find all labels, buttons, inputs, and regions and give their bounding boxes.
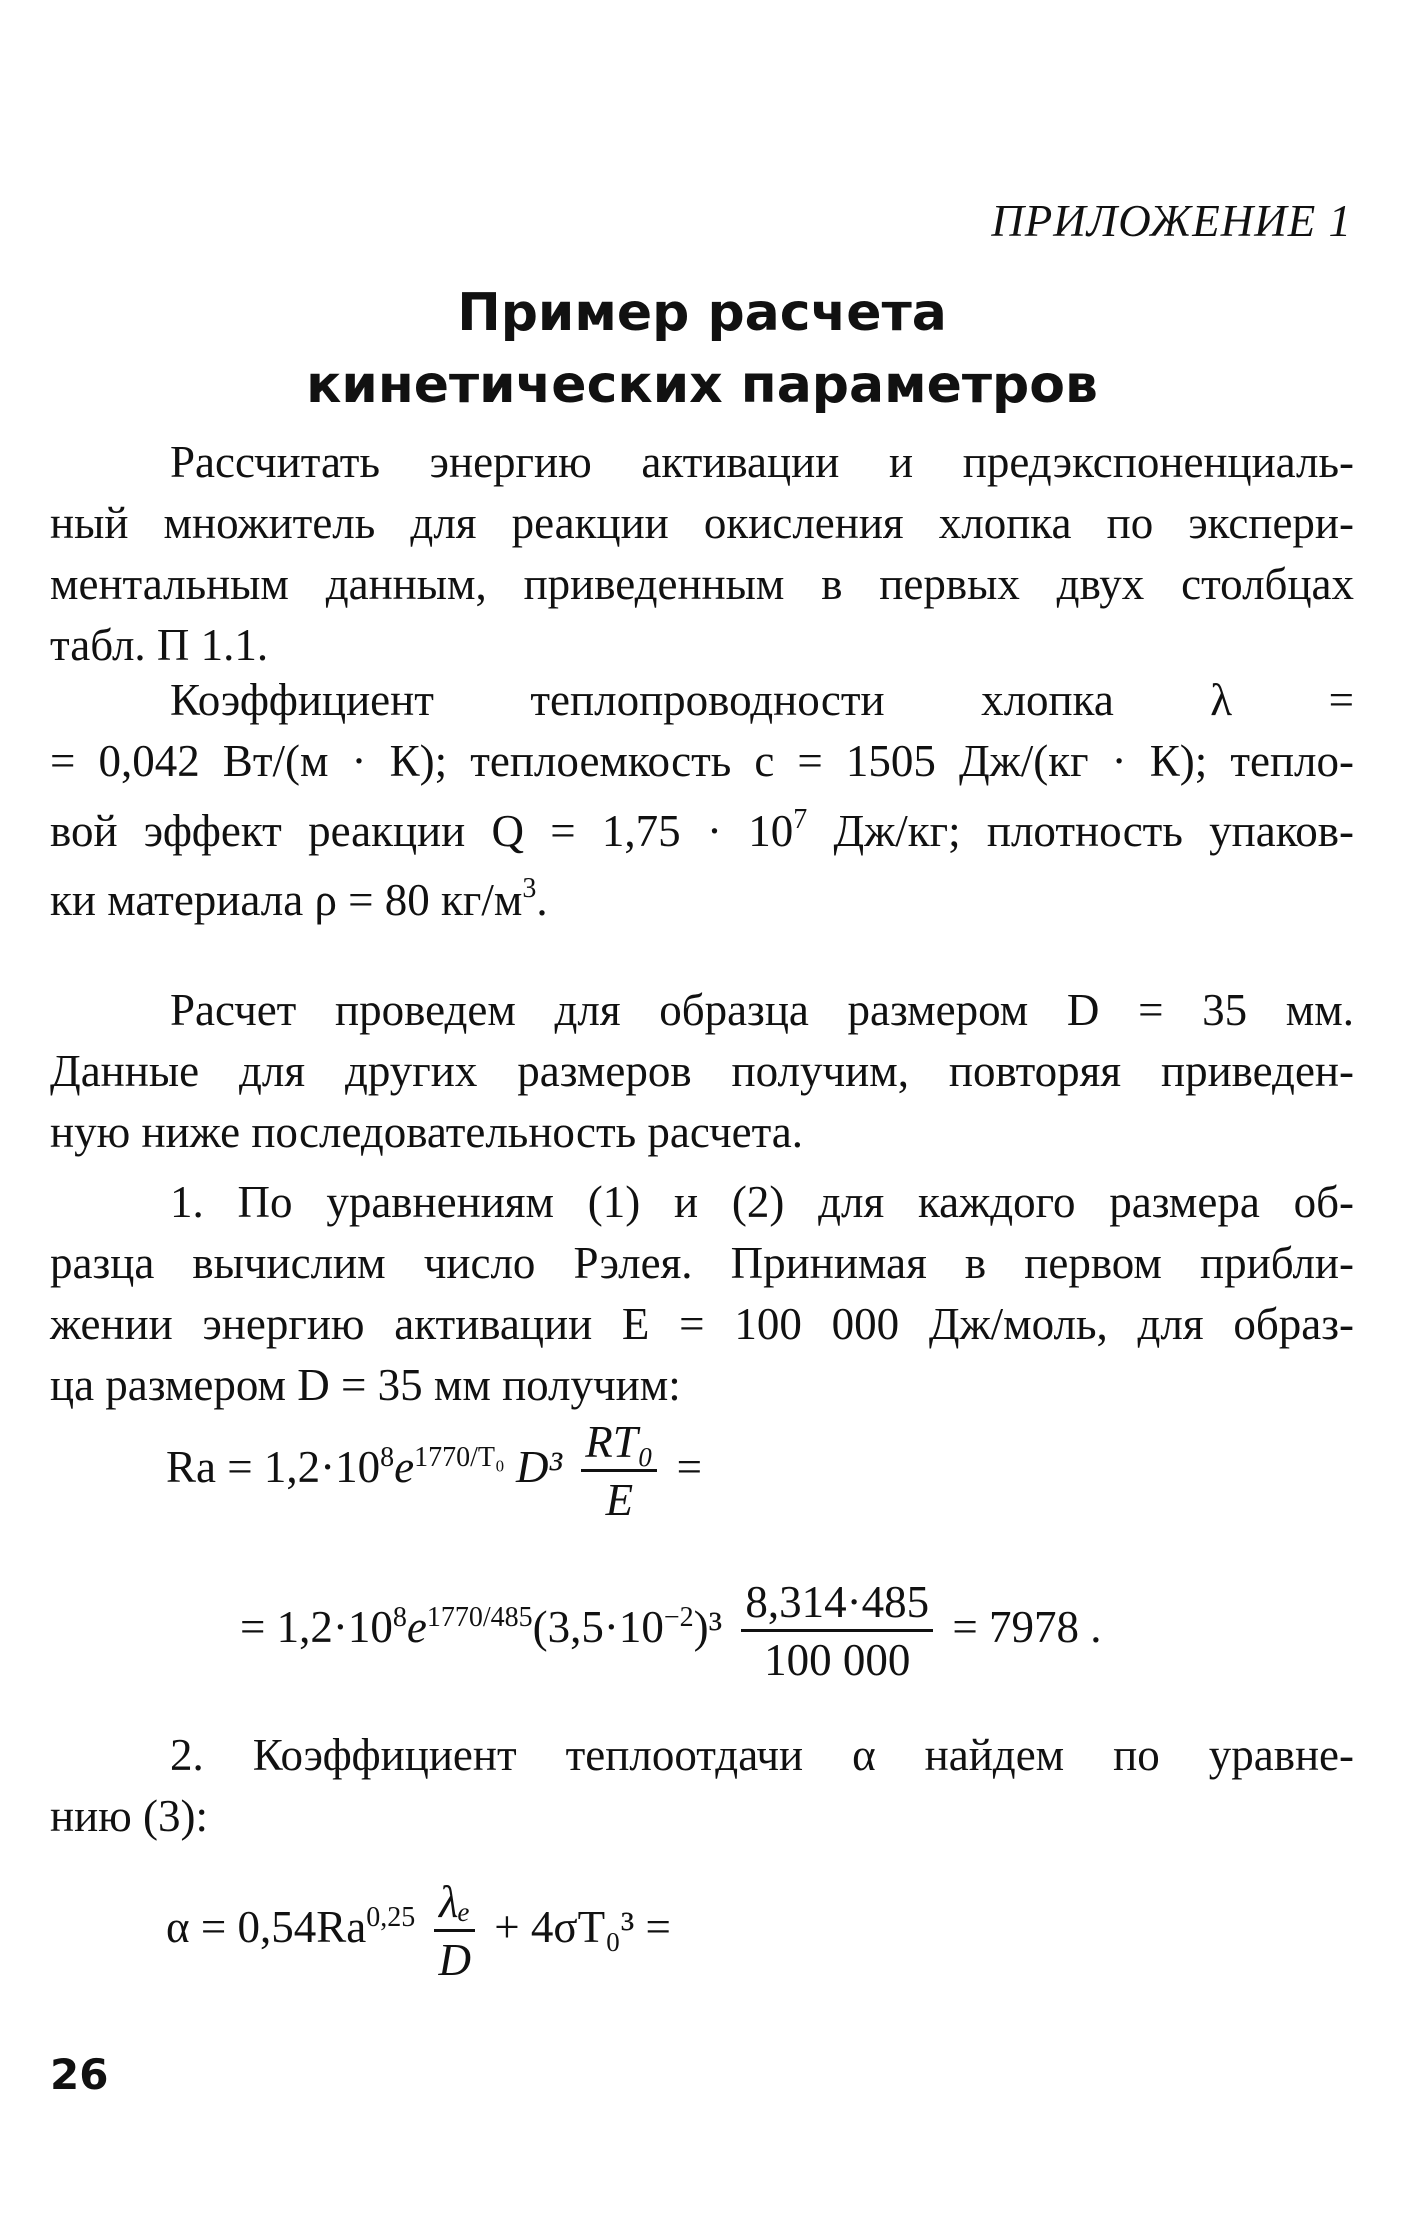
text-line: 2. Коэффициент теплоотдачи α найдем по уравне- — [170, 1730, 1354, 1780]
text-line: табл. П 1.1. — [50, 620, 269, 670]
text-line: ментальным данным, приведенным в первых двух столбцах — [50, 559, 1354, 609]
numerator: λₑ — [434, 1880, 475, 1932]
text-line: ца размером D = 35 мм получим: — [50, 1360, 681, 1410]
text-line: ную ниже последовательность расчета. — [50, 1107, 804, 1157]
numerator: 8,314·485 — [741, 1580, 933, 1632]
text-line: 1. По уравнениям (1) и (2) для каждого размера об- — [170, 1177, 1354, 1227]
paragraph-task — [50, 432, 1354, 676]
denominator: D — [438, 1935, 471, 1985]
exponent: 7 — [793, 804, 808, 835]
text-line: ный множитель для реакции окисления хлопка по экспери- — [50, 498, 1354, 548]
fraction — [581, 1417, 657, 1525]
paragraph-sample — [50, 980, 1354, 1163]
exponent: 1770/T₀ — [414, 1441, 505, 1473]
formula-text: (3,5·10 — [532, 1601, 664, 1652]
paragraph-constants — [50, 670, 1354, 931]
numerator: RT₀ — [581, 1420, 657, 1472]
paragraph-step-2 — [50, 1725, 1354, 1847]
formula-text: α = 0,54Ra — [166, 1901, 367, 1952]
formula-symbol: e — [406, 1601, 427, 1652]
paragraph-step-1 — [50, 1172, 1354, 1416]
text-line: разца вычислим число Рэлея. Принимая в первом прибли- — [50, 1238, 1354, 1288]
exponent: 8 — [392, 1601, 407, 1633]
formula-text: )³ — [693, 1601, 723, 1652]
formula-rayleigh-value — [240, 1577, 1102, 1685]
page-number: 26 — [50, 2050, 109, 2099]
text-line: Рассчитать энергию активации и предэкспоненциаль- — [170, 437, 1354, 487]
formula-symbol: e — [394, 1441, 415, 1492]
text-line — [50, 792, 1354, 870]
exponent: −2 — [663, 1601, 694, 1633]
exponent: 0,25 — [366, 1901, 416, 1933]
text-line: нию (3): — [50, 1791, 209, 1841]
denominator: E — [605, 1475, 634, 1525]
text-fragment: . — [536, 875, 548, 925]
text-line: = 0,042 Вт/(м · К); теплоемкость c = 1505 Дж/(кг · К); тепло- — [50, 736, 1354, 786]
text-line: Расчет проведем для образца размером D = 35 мм. — [170, 985, 1354, 1035]
formula-text: + 4σT₀³ = — [494, 1901, 671, 1952]
formula-result: = 7978 . — [952, 1601, 1102, 1652]
denominator: 100 000 — [764, 1635, 911, 1685]
text-fragment: ки материала ρ = 80 кг/м — [50, 875, 523, 925]
fraction — [434, 1877, 475, 1985]
title-line-1: Пример расчета — [457, 283, 947, 343]
formula-heat-transfer — [166, 1877, 671, 1985]
formula-text: = 1,2·10 — [240, 1601, 393, 1652]
exponent: 1770/485 — [426, 1601, 533, 1633]
text-fragment: вой эффект реакции Q = 1,75 · 10 — [50, 806, 794, 856]
fraction — [741, 1577, 933, 1685]
text-line — [50, 870, 1354, 931]
text-line: жении энергию активации E = 100 000 Дж/моль, для образ- — [50, 1299, 1354, 1349]
text-line: Коэффициент теплопроводности хлопка λ = — [170, 675, 1354, 725]
text-line: Данные для других размеров получим, повторяя приведен- — [50, 1046, 1354, 1096]
page-title — [0, 277, 1404, 421]
exponent: 8 — [380, 1441, 395, 1473]
appendix-label: ПРИЛОЖЕНИЕ 1 — [991, 196, 1352, 246]
formula-symbol: D³ — [516, 1441, 562, 1492]
text-fragment: Дж/кг; плотность упаков- — [807, 806, 1355, 856]
formula-rayleigh — [166, 1417, 703, 1525]
formula-text: = — [676, 1441, 703, 1492]
exponent: 3 — [522, 873, 537, 904]
title-line-2: кинетических параметров — [306, 355, 1098, 415]
formula-text: Ra = 1,2·10 — [166, 1441, 381, 1492]
